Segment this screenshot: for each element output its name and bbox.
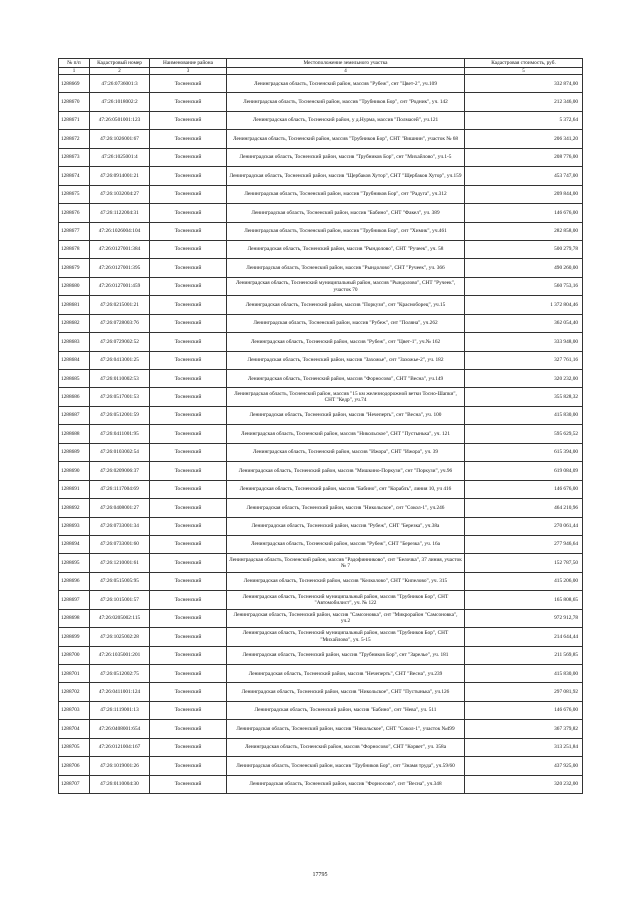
cadastral-number: 47:26:0515005:95	[90, 572, 150, 590]
cadastral-number: 47:26:0205002:115	[90, 609, 150, 627]
district-name: Тосненский	[150, 370, 227, 388]
table-row	[59, 148, 583, 166]
location-text: Ленинградская область, Тосненский район, массив "Никольское", снт "Сокол-1", уч.246	[227, 499, 465, 517]
location-text: Ленинградская область, Тосненский муниципальный район, массив "Трубников Бор", СНТ "Михайлово", уч. 5-15	[227, 628, 465, 646]
location-text: Ленинградская область, Тосненский район, массив "Самсоновка", снт "Микрорайон "Самсоновка", уч.2	[227, 609, 465, 627]
cadastral-number: 47:26:0512001:59	[90, 406, 150, 424]
district-name: Тосненский	[150, 111, 227, 129]
table-row	[59, 425, 583, 443]
table-row	[59, 517, 583, 535]
table-row	[59, 609, 583, 627]
district-name: Тосненский	[150, 314, 227, 332]
table-row	[59, 499, 583, 517]
location-text: Ленинградская область, Тосненский район, массив "Бабино", снт "Нева", уч. 511	[227, 701, 465, 719]
table-row	[59, 480, 583, 498]
header-location: Местоположение земельного участка	[227, 59, 465, 68]
district-name: Тосненский	[150, 296, 227, 314]
cadastral-number: 47:26:0121004:167	[90, 738, 150, 756]
table-row	[59, 757, 583, 775]
cadastral-value: 146 676,00	[465, 204, 583, 222]
location-text: Ленинградская область, Тосненский район, массив "Никольское", СНТ "Пустынька", уч. 121	[227, 425, 465, 443]
row-number: 1288694	[59, 535, 90, 553]
cadastral-value: 415 830,00	[465, 406, 583, 424]
header-district: Наименование района	[150, 59, 227, 68]
cadastral-value: 333 948,00	[465, 333, 583, 351]
table-row	[59, 314, 583, 332]
location-text: Ленинградская область, Тосненский район, массив "Трубников Бор", СНТ "Вишнин", участок № 68	[227, 130, 465, 148]
location-text: Ленинградская область, Тосненский район, массив "Никольское", СНТ "Сокол-1", участок №499	[227, 720, 465, 738]
cadastral-table-sheet	[58, 58, 582, 794]
cadastral-number: 47:26:0733001:60	[90, 535, 150, 553]
row-number: 1288704	[59, 720, 90, 738]
row-number: 1288686	[59, 388, 90, 406]
cadastral-number: 47:26:1117004:69	[90, 480, 150, 498]
row-number: 1288670	[59, 93, 90, 111]
row-number: 1288675	[59, 185, 90, 203]
row-number: 1288697	[59, 591, 90, 609]
district-name: Тосненский	[150, 148, 227, 166]
district-name: Тосненский	[150, 683, 227, 701]
location-text: Ленинградская область, Тосненский район, массив "Форносово", СНТ "Корвет", уч. 358а	[227, 738, 465, 756]
cadastral-number: 47:26:1210001:61	[90, 554, 150, 572]
row-number: 1288681	[59, 296, 90, 314]
cadastral-value: 282 858,00	[465, 222, 583, 240]
cadastral-number: 47:26:0411001:124	[90, 683, 150, 701]
table-row	[59, 572, 583, 590]
row-number: 1288685	[59, 370, 90, 388]
location-text: Ленинградская область, Тосненский район, массив "Поркузи", снт "Красноборец", уч.15	[227, 296, 465, 314]
table-row	[59, 665, 583, 683]
cadastral-value: 152 787,50	[465, 554, 583, 572]
cadastral-value: 5 372,64	[465, 111, 583, 129]
cadastral-value: 453 747,00	[465, 167, 583, 185]
district-name: Тосненский	[150, 480, 227, 498]
table-row	[59, 591, 583, 609]
location-text: Ленинградская область, Тосненский муниципальный район, массив "Рындолово", СНТ "Ручеек", участок 70	[227, 277, 465, 295]
cadastral-number: 47:26:0914001:21	[90, 167, 150, 185]
column-number-row	[59, 68, 583, 75]
table-row	[59, 462, 583, 480]
row-number: 1288695	[59, 554, 90, 572]
cadastral-number: 47:26:0501001:123	[90, 111, 150, 129]
location-text: Ленинградская область, Тосненский район, массив "Бабино", снт "Кораблъ", линия 10, уч 416	[227, 480, 465, 498]
location-text: Ленинградская область, Тосненский район, массив "Рындолово", СНТ "Ручеек", уч. 366	[227, 259, 465, 277]
cadastral-value: 362 054,40	[465, 314, 583, 332]
district-name: Тосненский	[150, 535, 227, 553]
row-number: 1288674	[59, 167, 90, 185]
table-row	[59, 296, 583, 314]
cadastral-value: 146 676,00	[465, 701, 583, 719]
district-name: Тосненский	[150, 757, 227, 775]
district-name: Тосненский	[150, 775, 227, 793]
table-row	[59, 93, 583, 111]
district-name: Тосненский	[150, 351, 227, 369]
district-name: Тосненский	[150, 204, 227, 222]
district-name: Тосненский	[150, 388, 227, 406]
location-text: Ленинградская область, Тосненский район, массив "Форносово", снт "Весна", уч.348	[227, 775, 465, 793]
cadastral-number: 47:26:1026004:104	[90, 222, 150, 240]
cadastral-number: 47:26:1025001:4	[90, 148, 150, 166]
row-number: 1288692	[59, 499, 90, 517]
cadastral-value: 490 260,00	[465, 259, 583, 277]
district-name: Тосненский	[150, 738, 227, 756]
location-text: Ленинградская область, Тосненский район, массив "Трубников Бор", снт "Радуга", уч.312	[227, 185, 465, 203]
cadastral-value: 214 644,44	[465, 628, 583, 646]
cadastral-number: 47:26:1119001:13	[90, 701, 150, 719]
table-row	[59, 277, 583, 295]
location-text: Ленинградская область, Тосненский район, массив "Трубников Бор", снт "Родник", уч. 142	[227, 93, 465, 111]
cadastral-number: 47:26:0215001:21	[90, 296, 150, 314]
cadastral-value: 206 341,20	[465, 130, 583, 148]
cadastral-value: 367 379,82	[465, 720, 583, 738]
table-row	[59, 683, 583, 701]
row-number: 1288703	[59, 701, 90, 719]
table-row	[59, 738, 583, 756]
table-row	[59, 111, 583, 129]
district-name: Тосненский	[150, 720, 227, 738]
cadastral-number: 47:26:0733001:34	[90, 517, 150, 535]
table-body	[59, 75, 583, 794]
cadastral-number: 47:26:1026001:67	[90, 130, 150, 148]
location-text: Ленинградская область, Тосненский район, массив "Рубеж", снт "Поляна", уч.262	[227, 314, 465, 332]
cadastral-number: 47:26:1025002:28	[90, 628, 150, 646]
column-number-5: 5	[465, 68, 583, 75]
table-row	[59, 554, 583, 572]
row-number: 1288705	[59, 738, 90, 756]
table-row	[59, 628, 583, 646]
row-number: 1288676	[59, 204, 90, 222]
district-name: Тосненский	[150, 333, 227, 351]
cadastral-value: 313 251,84	[465, 738, 583, 756]
location-text: Ленинградская область, Тосненский район, массив "Рубеж", снт "Цвет-2", уч.109	[227, 75, 465, 93]
district-name: Тосненский	[150, 222, 227, 240]
table-row	[59, 259, 583, 277]
row-number: 1288680	[59, 277, 90, 295]
cadastral-number: 47:26:0103002:54	[90, 443, 150, 461]
cadastral-value: 297 081,92	[465, 683, 583, 701]
row-number: 1288696	[59, 572, 90, 590]
table-row	[59, 535, 583, 553]
row-number: 1288677	[59, 222, 90, 240]
district-name: Тосненский	[150, 443, 227, 461]
cadastral-number: 47:26:0729002:52	[90, 333, 150, 351]
row-number: 1288683	[59, 333, 90, 351]
row-number: 1288691	[59, 480, 90, 498]
location-text: Ленинградская область, Тосненский район, массив "Рындолово", СНТ "Ручеек", уч. 58	[227, 240, 465, 258]
cadastral-value: 208 776,00	[465, 148, 583, 166]
cadastral-value: 270 061,44	[465, 517, 583, 535]
location-text: Ленинградская область, Тосненский район, массив "Бабино", СНТ "Факел", уч. 389	[227, 204, 465, 222]
district-name: Тосненский	[150, 572, 227, 590]
location-text: Ленинградская область, Тосненский район, массив "Ижора", СНТ "Ижора", уч. 39	[227, 443, 465, 461]
district-name: Тосненский	[150, 517, 227, 535]
row-number: 1288688	[59, 425, 90, 443]
cadastral-number: 47:26:0736001:3	[90, 75, 150, 93]
row-number: 1288700	[59, 646, 90, 664]
row-number: 1288693	[59, 517, 90, 535]
cadastral-value: 212 346,00	[465, 93, 583, 111]
cadastral-number: 47:26:0408001:654	[90, 720, 150, 738]
column-number-2: 2	[90, 68, 150, 75]
cadastral-value: 464 210,96	[465, 499, 583, 517]
cadastral-number: 47:26:1032004:27	[90, 185, 150, 203]
cadastral-value: 327 761,16	[465, 351, 583, 369]
row-number: 1288699	[59, 628, 90, 646]
district-name: Тосненский	[150, 240, 227, 258]
row-number: 1288672	[59, 130, 90, 148]
table-row	[59, 185, 583, 203]
cadastral-value: 211 569,85	[465, 646, 583, 664]
row-number: 1288673	[59, 148, 90, 166]
district-name: Тосненский	[150, 167, 227, 185]
column-number-4: 4	[227, 68, 465, 75]
district-name: Тосненский	[150, 609, 227, 627]
cadastral-value: 415 830,00	[465, 665, 583, 683]
district-name: Тосненский	[150, 554, 227, 572]
cadastral-value: 972 912,78	[465, 609, 583, 627]
cadastral-value: 320 232,00	[465, 370, 583, 388]
table-row	[59, 204, 583, 222]
table-row	[59, 130, 583, 148]
header-number: № п/п	[59, 59, 90, 68]
table-row	[59, 240, 583, 258]
location-text: Ленинградская область, Тосненский район, у д.Нурма, массив "Полмасей", уч.121	[227, 111, 465, 129]
column-number-3: 3	[150, 68, 227, 75]
table-row	[59, 75, 583, 93]
cadastral-number: 47:26:0127001:395	[90, 259, 150, 277]
location-text: Ленинградская область, Тосненский район, массив "Щербаков Хутор", СНТ "Щербаков Хутор", уч.159	[227, 167, 465, 185]
header-row	[59, 59, 583, 68]
location-text: Ленинградская область, Тосненский район, массив "Никольское", СНТ "Пустынька", уч.126	[227, 683, 465, 701]
page-number: 17795	[312, 872, 328, 878]
row-number: 1288707	[59, 775, 90, 793]
district-name: Тосненский	[150, 259, 227, 277]
location-text: Ленинградская область, Тосненский район, массив "Трубников Бор", снт "Химик", уч.461	[227, 222, 465, 240]
cadastral-number: 47:26:0408001:27	[90, 499, 150, 517]
cadastral-value: 209 844,00	[465, 185, 583, 203]
cadastral-value: 320 232,00	[465, 775, 583, 793]
row-number: 1288702	[59, 683, 90, 701]
row-number: 1288682	[59, 314, 90, 332]
cadastral-number: 47:26:1122004:31	[90, 204, 150, 222]
row-number: 1288689	[59, 443, 90, 461]
cadastral-value: 165 808,65	[465, 591, 583, 609]
table-row	[59, 443, 583, 461]
cadastral-number: 47:26:0413001:25	[90, 351, 150, 369]
location-text: Ленинградская область, Тосненский район, массив "Форносово", СНТ "Весна", уч.149	[227, 370, 465, 388]
district-name: Тосненский	[150, 93, 227, 111]
location-text: Ленинградская область, Тосненский район, массив "Рубеж", снт "Цвет-1", уч.№ 162	[227, 333, 465, 351]
cadastral-number: 47:26:0209006:37	[90, 462, 150, 480]
header-cadastral-number: Кадастровый номер	[90, 59, 150, 68]
cadastral-number: 47:26:1015001:57	[90, 591, 150, 609]
cadastral-number: 47:26:0728003:76	[90, 314, 150, 332]
location-text: Ленинградская область, Тосненский район, массив "Нечеперть", снт "Весна", уч. 100	[227, 406, 465, 424]
cadastral-value: 146 676,00	[465, 480, 583, 498]
row-number: 1288671	[59, 111, 90, 129]
cadastral-number: 47:26:1035001:201	[90, 646, 150, 664]
district-name: Тосненский	[150, 425, 227, 443]
cadastral-number: 47:26:0127001:384	[90, 240, 150, 258]
table-row	[59, 720, 583, 738]
cadastral-value-table	[58, 58, 583, 794]
location-text: Ленинградская область, Тосненский район, массив "Трубников Бор", снт "Михайлово", уч.1-5	[227, 148, 465, 166]
district-name: Тосненский	[150, 499, 227, 517]
table-row	[59, 167, 583, 185]
cadastral-number: 47:26:0512002:75	[90, 665, 150, 683]
cadastral-number: 47:26:0110002:53	[90, 370, 150, 388]
cadastral-value: 355 828,32	[465, 388, 583, 406]
row-number: 1288684	[59, 351, 90, 369]
table-row	[59, 388, 583, 406]
table-row	[59, 351, 583, 369]
cadastral-value: 415 206,00	[465, 572, 583, 590]
location-text: Ленинградская область, Тосненский район, массив "Нечеперть", СНТ "Весна", уч.239	[227, 665, 465, 683]
location-text: Ленинградская область, Тосненский район, массив "Рубеж", СНТ "Березка", уч.38а	[227, 517, 465, 535]
table-row	[59, 370, 583, 388]
district-name: Тосненский	[150, 75, 227, 93]
row-number: 1288669	[59, 75, 90, 93]
row-number: 1288701	[59, 665, 90, 683]
cadastral-value: 332 874,00	[465, 75, 583, 93]
table-row	[59, 333, 583, 351]
district-name: Тосненский	[150, 591, 227, 609]
cadastral-number: 47:26:0127001:459	[90, 277, 150, 295]
location-text: Ленинградская область, Тосненский район, массив "15 км железнодорожной ветки Тосно-Шапки", СНТ "Кедр", уч.74	[227, 388, 465, 406]
location-text: Ленинградская область, Тосненский район, массив "Мишкино-Поркузи", снт "Поркузи", уч.96	[227, 462, 465, 480]
table-row	[59, 775, 583, 793]
cadastral-number: 47:26:1018002:2	[90, 93, 150, 111]
district-name: Тосненский	[150, 628, 227, 646]
table-row	[59, 646, 583, 664]
cadastral-number: 47:26:0411001:95	[90, 425, 150, 443]
location-text: Ленинградская область, Тосненский район, массив "Трубников Бор", снт "Зарелье", уч. 181	[227, 646, 465, 664]
district-name: Тосненский	[150, 701, 227, 719]
cadastral-value: 560 753,16	[465, 277, 583, 295]
district-name: Тосненский	[150, 406, 227, 424]
table-row	[59, 406, 583, 424]
district-name: Тосненский	[150, 130, 227, 148]
row-number: 1288678	[59, 240, 90, 258]
column-number-1: 1	[59, 68, 90, 75]
district-name: Тосненский	[150, 277, 227, 295]
district-name: Тосненский	[150, 646, 227, 664]
location-text: Ленинградская область, Тосненский район, массив "Захожье", снт "Захожье-2", уч. 182	[227, 351, 465, 369]
district-name: Тосненский	[150, 185, 227, 203]
row-number: 1288687	[59, 406, 90, 424]
location-text: Ленинградская область, Тосненский район, массив "Келколово", СНТ "Кипелово", уч. 315	[227, 572, 465, 590]
cadastral-value: 500 279,78	[465, 240, 583, 258]
cadastral-number: 47:26:0110004:30	[90, 775, 150, 793]
location-text: Ленинградская область, Тосненский район, массив "Рубеж", СНТ "Березка", уч. 16а	[227, 535, 465, 553]
district-name: Тосненский	[150, 462, 227, 480]
row-number: 1288698	[59, 609, 90, 627]
location-text: Ленинградская область, Тосненский район, массив "Радофинниково", снт "Белочка", 37 линия, участок № 7	[227, 554, 465, 572]
cadastral-number: 47:26:0517001:53	[90, 388, 150, 406]
cadastral-value: 437 925,00	[465, 757, 583, 775]
table-header	[59, 59, 583, 75]
row-number: 1288690	[59, 462, 90, 480]
row-number: 1288679	[59, 259, 90, 277]
cadastral-value: 619 084,09	[465, 462, 583, 480]
cadastral-value: 595 629,52	[465, 425, 583, 443]
table-row	[59, 222, 583, 240]
cadastral-number: 47:26:1019001:26	[90, 757, 150, 775]
cadastral-value: 277 946,64	[465, 535, 583, 553]
district-name: Тосненский	[150, 665, 227, 683]
table-row	[59, 701, 583, 719]
cadastral-value: 1 372 804,46	[465, 296, 583, 314]
row-number: 1288706	[59, 757, 90, 775]
cadastral-value: 615 394,00	[465, 443, 583, 461]
location-text: Ленинградская область, Тосненский район, массив "Трубников Бор", снт "Знамя труда", уч.59/60	[227, 757, 465, 775]
header-cadastral-value: Кадастровая стоимость, руб.	[465, 59, 583, 68]
location-text: Ленинградская область, Тосненский муниципальный район, массив "Трубников Бор", СНТ "Автомобилист", уч. № 122	[227, 591, 465, 609]
